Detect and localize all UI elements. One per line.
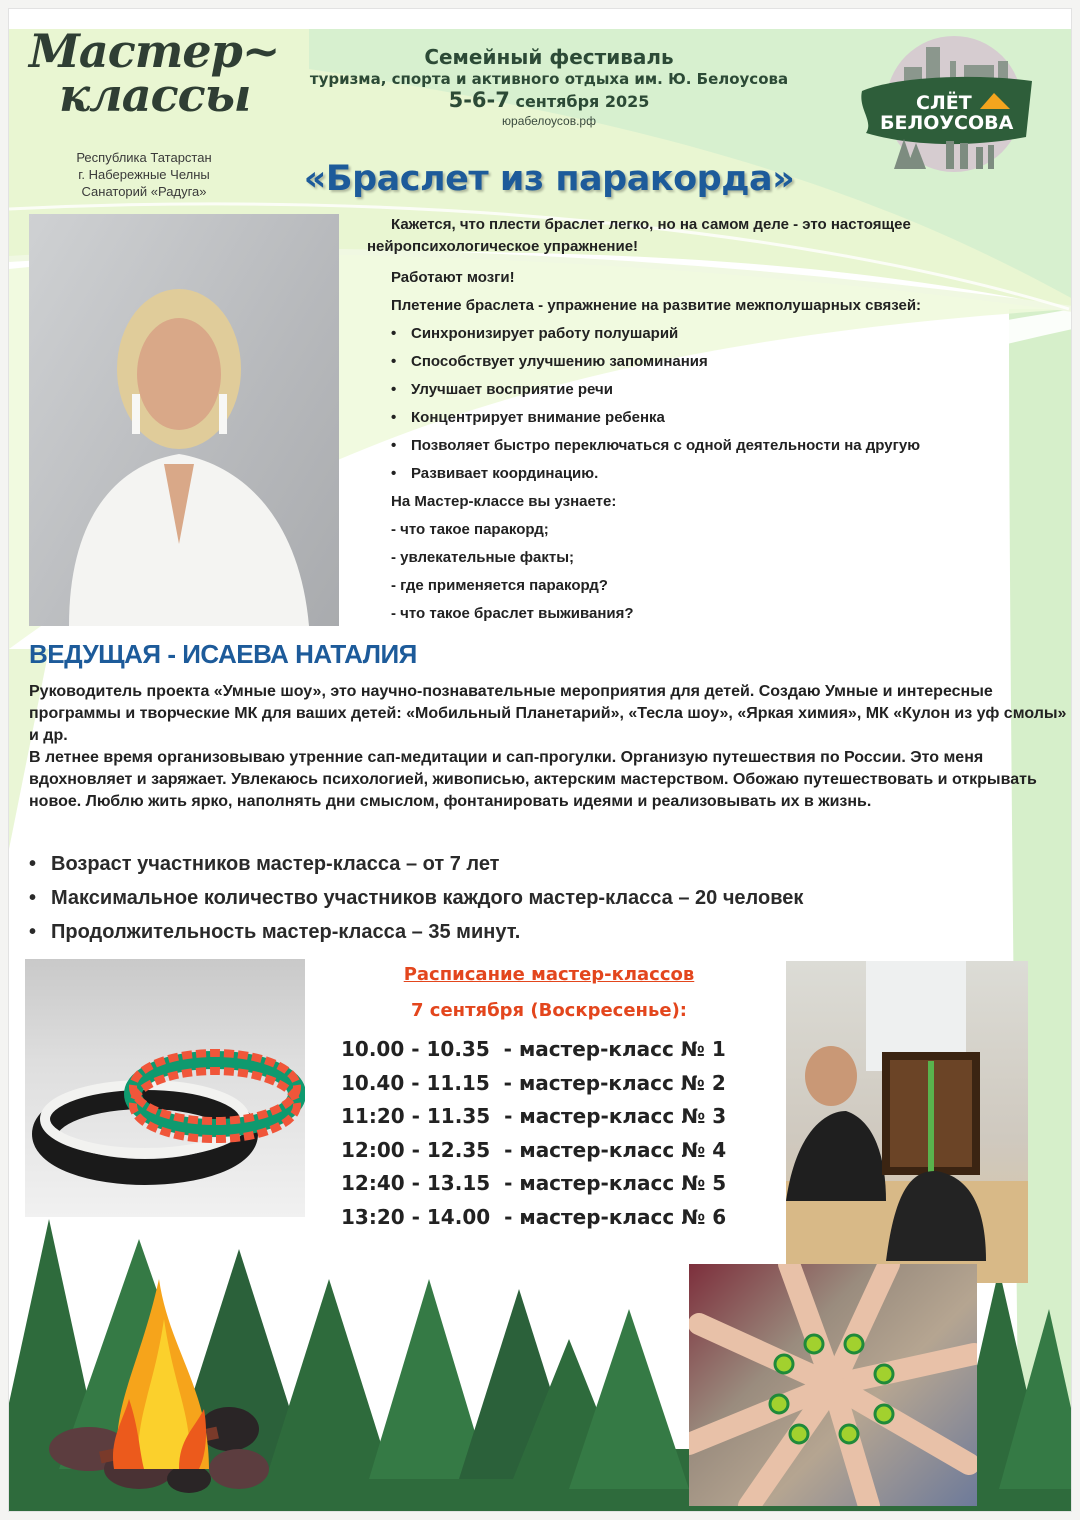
location-block bbox=[49, 149, 239, 200]
logo-text-line1: Мастер~ bbox=[29, 24, 280, 78]
festival-dates-days: 5-6-7 bbox=[448, 88, 510, 112]
learn-item: - что такое паракорд; bbox=[391, 521, 549, 538]
benefit-item: • Концентрирует внимание ребенка bbox=[391, 404, 1047, 432]
location-venue: Санаторий «Радуга» bbox=[81, 184, 207, 199]
fact-duration: • Продолжительность мастер-класса – 35 минут. bbox=[29, 915, 1029, 949]
host-bio-paragraph-2: В летнее время организовываю утренние сап-медитации и сап-прогулки. Организую путешествия по России. Это меня вдохновляет и заряжает. Увлекаюсь психологией, живописью, актерским мастерством. Обожаю путешествовать и открывать новое. Люблю жить ярко, наполнять дни смыслом, фонтанировать идеями и реализовывать их в жизнь. bbox=[29, 749, 1037, 810]
host-title: ВЕДУЩАЯ - ИСАЕВА НАТАЛИЯ bbox=[29, 639, 417, 669]
intro-brains: Работают мозги! bbox=[391, 269, 515, 286]
festival-subtitle: туризма, спорта и активного отдыха им. Ю. Белоусова bbox=[309, 70, 789, 88]
benefit-item: • Развивает координацию. bbox=[391, 460, 1047, 488]
bracelets-circle-photo bbox=[689, 1264, 977, 1506]
benefit-item: • Синхронизирует работу полушарий bbox=[391, 320, 1047, 348]
class-facts-list bbox=[29, 847, 1029, 949]
learn-item: - где применяется паракорд? bbox=[391, 577, 608, 594]
benefit-item: • Позволяет быстро переключаться с одной деятельности на другую bbox=[391, 432, 1047, 460]
learn-item: - увлекательные факты; bbox=[391, 549, 574, 566]
fact-max-participants: • Максимальное количество участников каждого мастер-класса – 20 человек bbox=[29, 881, 1029, 915]
fact-age: • Возраст участников мастер-класса – от 7 лет bbox=[29, 847, 1029, 881]
schedule-row: 11:20 - 11.35 - мастер-класс № 3 bbox=[341, 1104, 727, 1128]
schedule-row: 10.00 - 10.35 - мастер-класс № 1 bbox=[341, 1037, 726, 1061]
logo-text-line2: классы bbox=[59, 68, 251, 122]
location-region: Республика Татарстан bbox=[76, 150, 212, 165]
page-title: «Браслет из паракорда» bbox=[303, 159, 795, 199]
host-bio-paragraph-1: Руководитель проекта «Умные шоу», это научно-познавательные мероприятия для детей. Создаю Умные и интересные программы и творческие МК для ваших детей: «Мобильный Планетарий», «Тесла шоу», «Яркая химия», МК «Кулон из уф смолы» и др. bbox=[29, 683, 1067, 744]
festival-title: Семейный фестиваль bbox=[424, 45, 674, 69]
kids-weaving-photo bbox=[786, 961, 1028, 1283]
intro-paragraph: Кажется, что плести браслет легко, но на самом деле - это настоящее нейропсихологическое упражнение! bbox=[367, 216, 911, 255]
schedule-row: 12:40 - 13.15 - мастер-класс № 5 bbox=[341, 1171, 727, 1195]
intro-section bbox=[367, 214, 1047, 628]
schedule-rows bbox=[329, 1033, 769, 1234]
benefit-item: • Улучшает восприятие речи bbox=[391, 376, 1047, 404]
schedule-row: 13:20 - 14.00 - мастер-класс № 6 bbox=[341, 1204, 727, 1229]
schedule-row: 12:00 - 12.35 - мастер-класс № 4 bbox=[341, 1137, 727, 1162]
slet-belousova-logo bbox=[854, 29, 1034, 179]
learn-heading: На Мастер-классе вы узнаете: bbox=[391, 493, 617, 510]
master-classes-logo bbox=[19, 24, 280, 149]
slet-belousova-emblem bbox=[854, 29, 1034, 179]
benefits-list bbox=[367, 320, 1047, 488]
festival-dates bbox=[279, 89, 819, 113]
benefit-item: • Способствует улучшению запоминания bbox=[391, 348, 1047, 376]
schedule-section bbox=[329, 959, 769, 1234]
logo-word-slet: СЛЁТ bbox=[916, 92, 972, 114]
bracelet-photo bbox=[25, 959, 305, 1217]
festival-site-link[interactable]: юрабелоусов.рф bbox=[502, 114, 596, 128]
poster bbox=[8, 8, 1072, 1512]
festival-info bbox=[279, 45, 819, 129]
location-city: г. Набережные Челны bbox=[78, 167, 210, 182]
intro-exercise: Плетение браслета - упражнение на развитие межполушарных связей: bbox=[391, 297, 922, 314]
festival-dates-month: сентября 2025 bbox=[515, 92, 650, 111]
logo-word-belousova: БЕЛОУСОВА bbox=[880, 112, 1014, 134]
host-portrait-photo bbox=[29, 214, 339, 626]
learn-item: - что такое браслет выживания? bbox=[391, 605, 634, 622]
schedule-row: 10.40 - 11.15 - мастер-класс № 2 bbox=[341, 1070, 726, 1095]
schedule-heading: Расписание мастер-классов bbox=[403, 964, 695, 985]
schedule-date: 7 сентября (Воскресенье): bbox=[411, 1000, 687, 1021]
host-bio bbox=[29, 681, 1069, 813]
